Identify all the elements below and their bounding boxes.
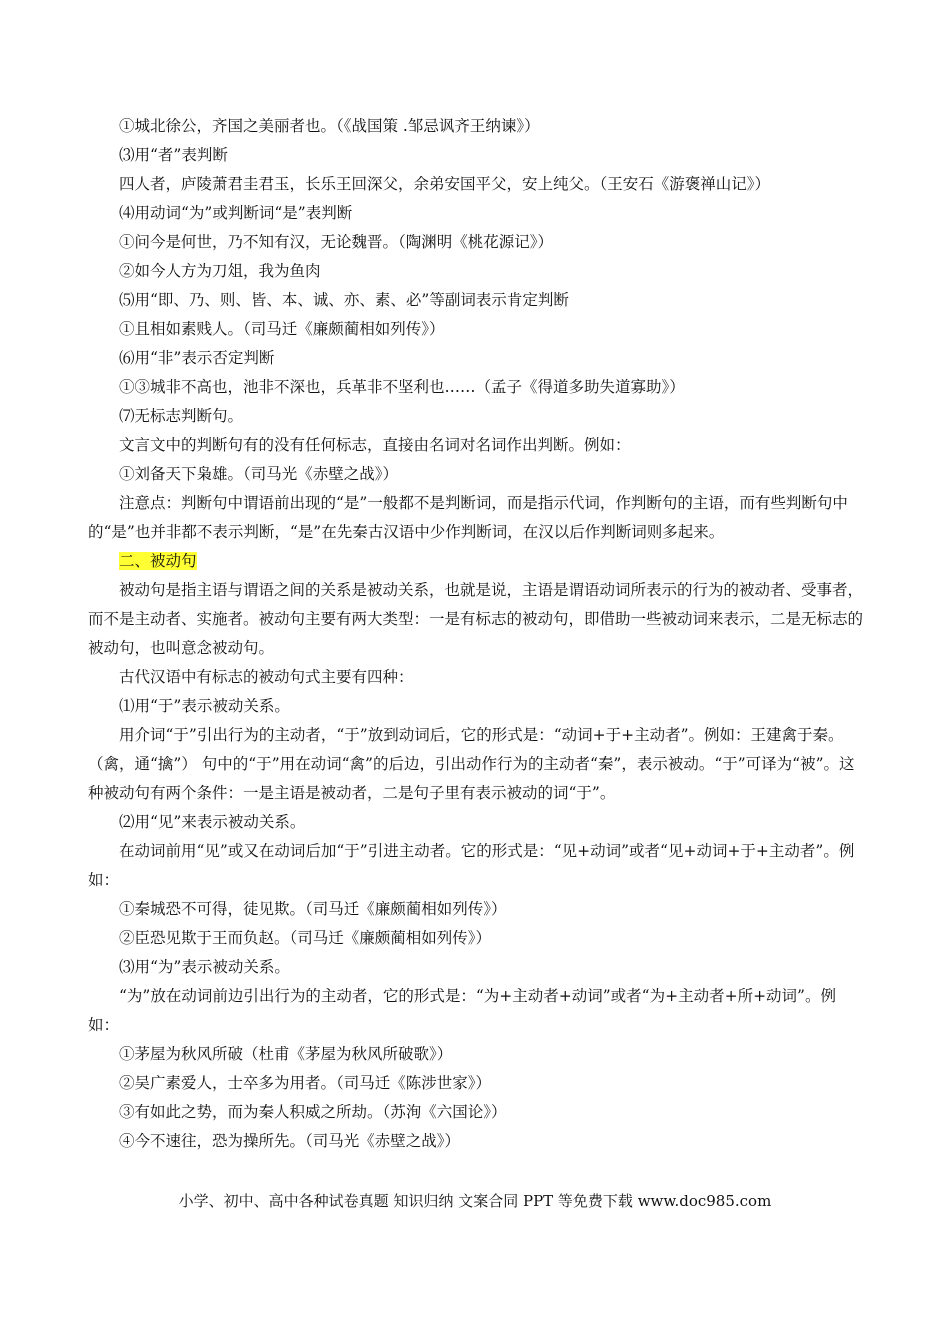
- text-line: 文言文中的判断句有的没有任何标志，直接由名词对名词作出判断。例如：: [119, 436, 631, 454]
- text-line: ⑹用“非”表示否定判断: [119, 349, 275, 367]
- text-line: 在动词前用“见”或又在动词后加“于”引进主动者。它的形式是：“见+动词”或者“见+动词+于+主动者”。例如：: [88, 842, 855, 889]
- text-line: ①城北徐公，齐国之美丽者也。（《战国策 .邹忌讽齐王纳谏》）: [119, 117, 540, 135]
- text-line: ⑺无标志判断句。: [119, 407, 244, 425]
- text-line: “为”放在动词前边引出行为的主动者，它的形式是：“为+主动者+动词”或者“为+主动者+所+动词”。例如：: [88, 987, 836, 1034]
- text-line: ③有如此之势，而为秦人积威之所劫。（苏洵《六国论》）: [119, 1103, 507, 1121]
- text-line: ⑵用“见”来表示被动关系。: [119, 813, 306, 831]
- text-line: ①茅屋为秋风所破（杜甫《茅屋为秋风所破歌》）: [119, 1045, 453, 1063]
- text-line: ⑴用“于”表示被动关系。: [119, 697, 290, 715]
- text-line: 古代汉语中有标志的被动句式主要有四种：: [119, 668, 414, 686]
- section-heading: [88, 547, 866, 576]
- text-line: 四人者，庐陵萧君圭君玉，长乐王回深父，余弟安国平父，安上纯父。（王安石《游褒禅山记》）: [119, 175, 771, 193]
- text-line: ⑶用“为”表示被动关系。: [119, 958, 290, 976]
- text-line: ②如今人方为刀俎，我为鱼肉: [119, 262, 321, 280]
- text-line: ①问今是何世，乃不知有汉，无论魏晋。（陶渊明《桃花源记》）: [119, 233, 554, 251]
- text-line: ④今不速往，恐为操所先。（司马光《赤壁之战》）: [119, 1132, 461, 1150]
- text-line: 用介词“于”引出行为的主动者，“于”放到动词后，它的形式是：“动词+于+主动者”。例如：王建禽于秦。（禽，通“擒”） 句中的“于”用在动词“禽”的后边，引出动作行为的主动者“秦”，表示被动。“于”可译为“被”。这种被动句有两个条件：一是主语是被动者，二是句子里有表示被动的词“于”。: [88, 726, 855, 802]
- text-line: ⑸用“即、乃、则、皆、本、诚、亦、素、必”等副词表示肯定判断: [119, 291, 569, 309]
- text-line: ①且相如素贱人。（司马迁《廉颇蔺相如列传》）: [119, 320, 445, 338]
- text-line: ①秦城恐不可得，徒见欺。（司马迁《廉颇蔺相如列传》）: [119, 900, 507, 918]
- text-line: 注意点：判断句中谓语前出现的“是”一般都不是判断词，而是指示代词，作判断句的主语，而有些判断句中的“是”也并非都不表示判断，“是”在先秦古汉语中少作判断词，在汉以后作判断词则多起来。: [88, 494, 848, 541]
- document-body: [88, 112, 866, 1156]
- text-line: ⑶用“者”表判断: [119, 146, 228, 164]
- text-line: 被动句是指主语与谓语之间的关系是被动关系，也就是说，主语是谓语动词所表示的行为的被动者、受事者，而不是主动者、实施者。被动句主要有两大类型：一是有标志的被动句，即借助一些被动词来表示，二是无标志的被动句，也叫意念被动句。: [88, 581, 864, 657]
- text-line: ②臣恐见欺于王而负赵。（司马迁《廉颇蔺相如列传》）: [119, 929, 492, 947]
- text-line: ⑷用动词“为”或判断词“是”表判断: [119, 204, 353, 222]
- page-footer: 小学、初中、高中各种试卷真题 知识归纳 文案合同 PPT 等免费下载 www.doc985.com: [178, 1192, 772, 1210]
- text-line: ①③城非不高也，池非不深也，兵革非不坚利也……（孟子《得道多助失道寡助》）: [119, 378, 685, 396]
- text-line: ②吴广素爱人，士卒多为用者。（司马迁《陈涉世家》）: [119, 1074, 492, 1092]
- text-line: ①刘备天下枭雄。（司马光《赤壁之战》）: [119, 465, 399, 483]
- highlighted-heading: 二、被动句: [119, 552, 197, 570]
